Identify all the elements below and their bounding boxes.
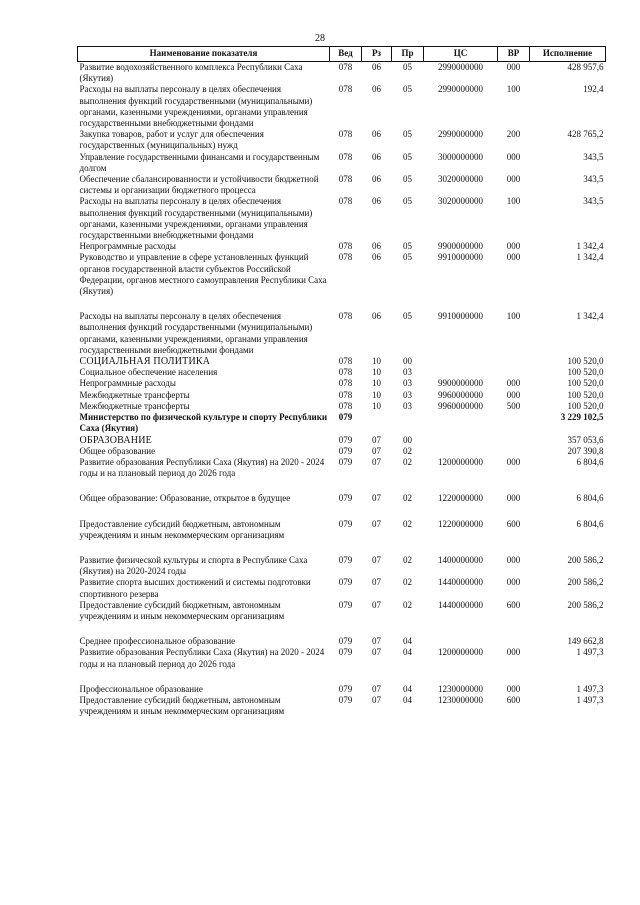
- row-amount: 1 342,4: [576, 252, 604, 263]
- row-vr: 000: [506, 174, 521, 185]
- row-pr: 02: [403, 599, 412, 610]
- row-amount: 207 390,8: [567, 445, 604, 456]
- row-ved: 078: [338, 129, 353, 140]
- row-rz: 07: [372, 694, 381, 705]
- row-ved: 079: [338, 412, 353, 423]
- row-name: Развитие физической культуры и спорта в Республике Саха (Якутия) на 2020-2024 годы: [79, 554, 308, 577]
- row-pr: 02: [403, 518, 412, 529]
- row-name: Управление государственными финансами и государственным долгом: [79, 151, 320, 173]
- row-amount: 1 497,3: [576, 694, 604, 705]
- row-name: Расходы на выплаты персоналу в целях обеспечения выполнения функций государственными (муниципальными) органами, казенными учреждениями, органами управления государственными внебюджетными фондами: [79, 311, 313, 355]
- row-rz: 06: [372, 196, 381, 207]
- row-amount: 343,5: [583, 151, 604, 162]
- row-name: Межбюджетные трансферты: [79, 389, 190, 400]
- row-rz: 10: [372, 400, 381, 411]
- row-rz: 06: [372, 241, 381, 252]
- row-vr: [498, 412, 530, 434]
- table-row: [78, 647, 606, 683]
- header-cs: ЦС: [424, 47, 498, 62]
- row-vr: 500: [506, 400, 521, 411]
- row-rz: 06: [372, 151, 381, 162]
- row-rz: 06: [372, 84, 381, 95]
- row-vr: 600: [506, 599, 521, 610]
- row-name: Предоставление субсидий бюджетным, автономным учреждениям и иным некоммерческим организациям: [79, 599, 285, 621]
- row-rz: 07: [372, 518, 381, 529]
- row-rz: 06: [372, 62, 381, 72]
- row-amount: 357 053,6: [567, 434, 604, 445]
- row-amount: 200 586,2: [567, 599, 604, 610]
- row-pr: 05: [403, 174, 412, 185]
- row-amount: 100 520,0: [567, 356, 604, 367]
- row-pr: [392, 412, 424, 434]
- table-row: [78, 519, 606, 555]
- table-row: [78, 401, 606, 412]
- row-name: СОЦИАЛЬНАЯ ПОЛИТИКА: [79, 356, 211, 368]
- row-name: Руководство и управление в сфере установленных функций органов государственной власти субъектов Российской Федерации, органов местного самоуправления Республики Саха (Якутия): [79, 252, 327, 297]
- row-ved: 078: [338, 252, 353, 263]
- row-vr: [498, 367, 530, 378]
- row-vr: 000: [506, 456, 521, 467]
- row-amount: 428 765,2: [567, 129, 604, 140]
- row-vr: 000: [506, 493, 521, 504]
- row-name: Развитие водохозяйственного комплекса Республики Саха (Якутия): [79, 62, 303, 84]
- row-name: Общее образование: [79, 445, 156, 456]
- row-cs: 1230000000: [438, 683, 483, 694]
- header-pr: Пр: [392, 47, 424, 62]
- row-pr: 04: [403, 694, 412, 705]
- row-ved: 078: [338, 196, 353, 207]
- row-cs: [424, 412, 498, 434]
- row-cs: 1220000000: [438, 493, 483, 504]
- row-rz: [362, 412, 392, 434]
- row-rz: 07: [372, 647, 381, 658]
- row-rz: 07: [372, 456, 381, 467]
- row-pr: 03: [403, 367, 412, 378]
- header-rz: Рз: [362, 47, 392, 62]
- row-cs: 1440000000: [438, 577, 483, 588]
- table-row: [78, 129, 606, 151]
- row-amount: 100 520,0: [567, 389, 604, 400]
- table-row: [78, 600, 606, 636]
- row-amount: 343,5: [583, 196, 604, 207]
- row-name: Непрограммные расходы: [79, 378, 176, 389]
- row-pr: 02: [403, 554, 412, 565]
- row-amount: 1 342,4: [576, 311, 604, 322]
- row-cs: 3020000000: [438, 196, 483, 207]
- row-ved: 078: [338, 84, 353, 95]
- row-amount: 149 662,8: [567, 636, 604, 647]
- row-cs: [424, 356, 498, 367]
- row-ved: 078: [338, 311, 353, 322]
- budget-execution-table: [77, 46, 606, 717]
- row-ved: 078: [338, 174, 353, 185]
- header-amount: Исполнение: [530, 47, 606, 62]
- row-cs: [424, 446, 498, 457]
- row-vr: 000: [506, 241, 521, 252]
- row-vr: [498, 446, 530, 457]
- row-ved: 078: [338, 400, 353, 411]
- table-row: [78, 390, 606, 401]
- row-name: Социальное обеспечение населения: [79, 367, 218, 378]
- row-rz: 07: [372, 445, 381, 456]
- row-rz: 07: [372, 493, 381, 504]
- row-pr: 05: [403, 84, 412, 95]
- row-amount: 1 342,4: [576, 241, 604, 252]
- row-ved: 078: [338, 356, 353, 367]
- row-ved: 079: [338, 599, 353, 610]
- row-amount: 1 497,3: [576, 683, 604, 694]
- row-pr: 05: [403, 129, 412, 140]
- row-cs: 1220000000: [438, 518, 483, 529]
- row-ved: 079: [338, 554, 353, 565]
- row-pr: 00: [403, 356, 412, 367]
- row-pr: 05: [403, 151, 412, 162]
- table-row: [78, 636, 606, 647]
- row-vr: 600: [506, 518, 521, 529]
- table-row: [78, 555, 606, 577]
- row-cs: [424, 367, 498, 378]
- row-ved: 078: [338, 367, 353, 378]
- row-vr: [498, 435, 530, 446]
- row-pr: 04: [403, 636, 412, 647]
- row-cs: 9910000000: [438, 252, 483, 263]
- row-pr: 02: [403, 577, 412, 588]
- row-cs: 9960000000: [438, 389, 483, 400]
- row-vr: 000: [506, 683, 521, 694]
- row-vr: 000: [506, 252, 521, 263]
- row-name: Предоставление субсидий бюджетным, автономным учреждениям и иным некоммерческим организациям: [79, 518, 285, 540]
- row-ved: 079: [338, 445, 353, 456]
- row-name: Межбюджетные трансферты: [79, 400, 190, 411]
- row-name: Непрограммные расходы: [79, 241, 176, 252]
- row-pr: 03: [403, 378, 412, 389]
- row-pr: 03: [403, 389, 412, 400]
- row-ved: 078: [338, 389, 353, 400]
- row-name: Общее образование: Образование, открытое в будущее: [79, 493, 291, 504]
- row-amount: 100 520,0: [567, 367, 604, 378]
- row-vr: 000: [506, 389, 521, 400]
- row-rz: 10: [372, 367, 381, 378]
- row-pr: 02: [403, 493, 412, 504]
- row-name: Расходы на выплаты персоналу в целях обеспечения выполнения функций государственными (муниципальными) органами, казенными учреждениями, органами управления государственными внебюджетными фондами: [79, 196, 313, 241]
- table-row: [78, 196, 606, 241]
- row-ved: 079: [338, 434, 353, 445]
- row-pr: 02: [403, 456, 412, 467]
- table-row: [78, 577, 606, 599]
- row-rz: 10: [372, 389, 381, 400]
- row-vr: 600: [506, 694, 521, 705]
- row-vr: 000: [506, 647, 521, 658]
- row-ved: 079: [338, 493, 353, 504]
- table-row: [78, 684, 606, 695]
- row-pr: 02: [403, 445, 412, 456]
- table-row: [78, 62, 606, 85]
- row-vr: 000: [506, 577, 521, 588]
- row-cs: 1200000000: [438, 456, 483, 467]
- row-cs: 9960000000: [438, 400, 483, 411]
- row-cs: [424, 636, 498, 647]
- row-name: Предоставление субсидий бюджетным, автономным учреждениям и иным некоммерческим организациям: [79, 694, 285, 717]
- row-vr: 200: [506, 129, 521, 140]
- row-cs: 9910000000: [438, 311, 483, 322]
- row-amount: 1 497,3: [576, 647, 604, 658]
- row-rz: 07: [372, 599, 381, 610]
- row-amount: 100 520,0: [567, 378, 604, 389]
- row-rz: 06: [372, 129, 381, 140]
- row-rz: 07: [372, 683, 381, 694]
- row-pr: 04: [403, 647, 412, 658]
- row-ved: 079: [338, 683, 353, 694]
- row-cs: [424, 435, 498, 446]
- row-ved: 078: [338, 62, 353, 72]
- table-row: [78, 493, 606, 518]
- table-row: [78, 457, 606, 493]
- row-vr: 000: [506, 151, 521, 162]
- row-vr: 000: [506, 62, 521, 72]
- row-amount: 343,5: [583, 174, 604, 185]
- row-pr: 03: [403, 400, 412, 411]
- table-row: [78, 446, 606, 457]
- row-cs: 3020000000: [438, 174, 483, 185]
- row-name: Развитие спорта высших достижений и системы подготовки спортивного резерва: [79, 577, 311, 599]
- row-pr: 05: [403, 311, 412, 322]
- header-name: Наименование показателя: [78, 47, 330, 62]
- row-pr: 05: [403, 196, 412, 207]
- row-ved: 079: [338, 577, 353, 588]
- table-row: [78, 174, 606, 196]
- row-rz: 06: [372, 252, 381, 263]
- row-amount: 6 804,6: [576, 518, 604, 529]
- row-amount: 100 520,0: [567, 400, 604, 411]
- row-ved: 079: [338, 694, 353, 705]
- row-amount: 192,4: [583, 84, 604, 95]
- row-amount: 6 804,6: [576, 493, 604, 504]
- row-rz: 07: [372, 554, 381, 565]
- table-row: [78, 367, 606, 378]
- row-name: Министерство по физической культуре и спорту Республики Саха (Якутия): [79, 412, 328, 434]
- row-rz: 10: [372, 356, 381, 367]
- row-ved: 078: [338, 151, 353, 162]
- table-row: [78, 252, 606, 311]
- row-amount: 6 804,6: [576, 456, 604, 467]
- row-vr: 100: [506, 84, 521, 95]
- table-row: [78, 311, 606, 356]
- row-rz: 10: [372, 378, 381, 389]
- row-ved: 078: [338, 378, 353, 389]
- row-pr: 05: [403, 252, 412, 263]
- row-cs: 1400000000: [438, 554, 483, 565]
- table-row: [78, 412, 606, 434]
- table-row: [78, 84, 606, 129]
- row-cs: 1230000000: [438, 694, 483, 705]
- row-vr: 100: [506, 196, 521, 207]
- row-cs: 3000000000: [438, 151, 483, 162]
- row-cs: 9900000000: [438, 378, 483, 389]
- row-ved: 079: [338, 647, 353, 658]
- row-name: Закупка товаров, работ и услуг для обеспечения государственных (муниципальных) нужд: [79, 129, 264, 151]
- row-pr: 00: [403, 434, 412, 445]
- row-rz: 06: [372, 174, 381, 185]
- row-name: Расходы на выплаты персоналу в целях обеспечения выполнения функций государственными (муниципальными) органами, казенными учреждениями, органами управления государственными внебюджетными фондами: [79, 84, 313, 129]
- row-name: Профессиональное образование: [79, 683, 203, 694]
- row-amount: 200 586,2: [567, 577, 604, 588]
- table-body: [78, 62, 606, 718]
- row-pr: 05: [403, 62, 412, 72]
- row-pr: 04: [403, 683, 412, 694]
- row-cs: 1440000000: [438, 599, 483, 610]
- table-row: [78, 241, 606, 252]
- row-cs: 2990000000: [438, 84, 483, 95]
- row-name: Развитие образования Республики Саха (Якутия) на 2020 - 2024 годы и на плановый период до 2026 года: [79, 647, 325, 669]
- row-ved: 078: [338, 241, 353, 252]
- header-vr: ВР: [498, 47, 530, 62]
- row-cs: 1200000000: [438, 647, 483, 658]
- row-vr: 100: [506, 311, 521, 322]
- row-pr: 05: [403, 241, 412, 252]
- table-header-row: [78, 47, 606, 62]
- table-row: [78, 152, 606, 174]
- row-cs: 2990000000: [438, 62, 483, 72]
- table-row: [78, 695, 606, 717]
- row-name: Развитие образования Республики Саха (Якутия) на 2020 - 2024 годы и на плановый период до 2026 года: [79, 456, 325, 479]
- table-row: [78, 435, 606, 446]
- row-name: Среднее профессиональное образование: [79, 636, 236, 647]
- row-rz: 06: [372, 311, 381, 322]
- row-ved: 079: [338, 636, 353, 647]
- row-ved: 079: [338, 456, 353, 467]
- table-row: [78, 356, 606, 367]
- row-rz: 07: [372, 636, 381, 647]
- row-rz: 07: [372, 434, 381, 445]
- table-row: [78, 378, 606, 389]
- row-cs: 2990000000: [438, 129, 483, 140]
- page-number: 28: [315, 33, 325, 44]
- header-ved: Вед: [330, 47, 362, 62]
- row-amount: 3 229 102,5: [560, 412, 604, 423]
- row-rz: 07: [372, 577, 381, 588]
- row-name: ОБРАЗОВАНИЕ: [79, 434, 152, 446]
- row-vr: 000: [506, 378, 521, 389]
- row-amount: 428 957,6: [567, 62, 604, 72]
- row-vr: 000: [506, 554, 521, 565]
- row-vr: [498, 356, 530, 367]
- row-vr: [498, 636, 530, 647]
- row-cs: 9900000000: [438, 241, 483, 252]
- row-name: Обеспечение сбалансированности и устойчивости бюджетной системы и организации бюджетного процесса: [79, 174, 319, 196]
- row-amount: 200 586,2: [567, 554, 604, 565]
- row-ved: 079: [338, 518, 353, 529]
